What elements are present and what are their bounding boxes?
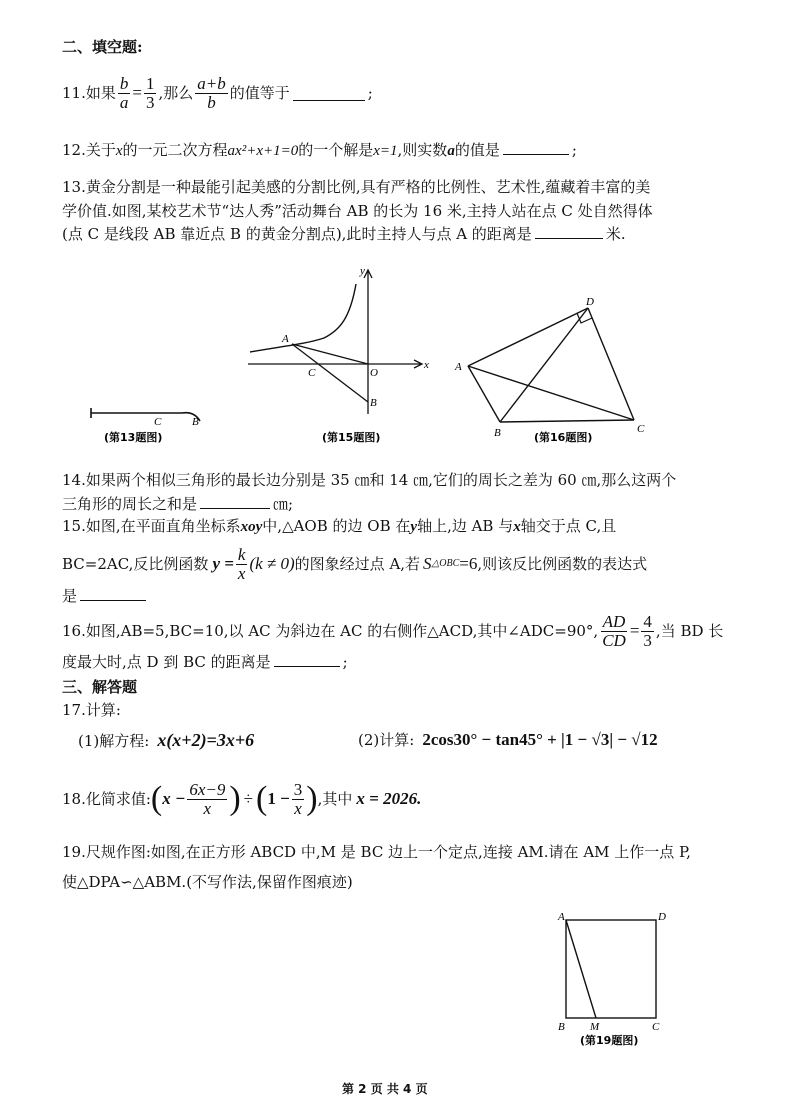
q15-fk: k xyxy=(237,544,246,564)
fig19-square-abcd xyxy=(566,920,656,1018)
q16-f2d: 3 xyxy=(643,630,652,650)
q17-title: 17.计算: xyxy=(62,701,121,719)
q12-answer-blank[interactable] xyxy=(503,140,569,155)
q12-post: 的值是 xyxy=(454,141,500,159)
q16-line-1 xyxy=(62,606,723,656)
q11-post: 的值等于 xyxy=(229,84,290,102)
q12-equation: ax²+x+1=0 xyxy=(227,143,299,159)
q15-area-s: S xyxy=(423,554,432,573)
q15-l1a: 15.如图,在平面直角坐标系 xyxy=(62,517,241,535)
fig16-segment-dc xyxy=(588,308,634,420)
q11-f2-num: 1 xyxy=(145,73,155,93)
fig19-caption: (第19题图) xyxy=(580,1034,639,1047)
fig15-segment-ao xyxy=(292,344,368,364)
q18-fraction-2 xyxy=(292,781,305,818)
q18-prefix: 18.化简求值: xyxy=(62,790,151,808)
q15-l1c: 轴上,边 AB 与 xyxy=(417,517,514,535)
fig16-segment-ac xyxy=(468,366,634,420)
q11-f1-num: b xyxy=(119,73,129,93)
q12-var-a: a xyxy=(447,143,455,159)
q17-p1-label: (1)解方程: xyxy=(78,732,150,750)
fig19-label-d: D xyxy=(658,911,666,923)
q13-line-1: 13.黄金分割是一种最能引起美感的分割比例,具有严格的比例性、艺术性,蕴藏着丰富的美 xyxy=(62,178,651,196)
fig19-label-c: C xyxy=(652,1021,660,1033)
q11-end: ; xyxy=(367,84,373,102)
q15-line-2 xyxy=(62,540,647,588)
q18-post: ,其中 xyxy=(317,790,353,808)
fig16-label-b: B xyxy=(494,427,501,439)
q15-line-1 xyxy=(62,516,616,537)
figure-15 xyxy=(244,264,434,448)
fig19-segment-am xyxy=(566,920,596,1018)
q13-line-3-text: (点 C 是线段 AB 靠近点 B 的黄金分割点),此时主持人与点 A 的距离是 xyxy=(62,225,532,243)
page-footer: 第 2 页 共 4 页 xyxy=(342,1082,428,1096)
q11-fraction-one-third xyxy=(144,75,157,112)
q16-fd: CD xyxy=(602,630,626,650)
q12-solution: x=1 xyxy=(373,143,398,159)
fig15-label-b: B xyxy=(370,397,377,409)
q11-fraction-a-plus-b-over-b xyxy=(195,75,227,112)
q18-term-a: x − xyxy=(162,789,186,808)
q11-fraction-b-over-a xyxy=(118,75,131,112)
fig13-caption: (第13题图) xyxy=(104,431,163,444)
q15-l1b: 中,△AOB 的边 OB 在 xyxy=(262,517,411,535)
q15-yeq: y = xyxy=(212,554,234,573)
q17-p1-equation: x(x+2)=3x+6 xyxy=(157,730,255,750)
q11-f3-den: b xyxy=(207,92,216,112)
q18-divide: ÷ xyxy=(243,789,254,808)
q11-f1-den: a xyxy=(119,92,129,112)
q15-l2c: ,则该反比例函数的表达式 xyxy=(477,555,648,573)
fig13-label-b: B xyxy=(192,416,199,428)
fig19-label-a: A xyxy=(558,911,565,923)
q15-fx: x xyxy=(237,563,246,583)
q18-fn2: 3 xyxy=(293,779,303,799)
q11-f2-den: 3 xyxy=(145,92,155,112)
q16-fraction-4-3 xyxy=(641,613,654,650)
q13-answer-blank[interactable] xyxy=(535,224,603,239)
q16-l2: 度最大时,点 D 到 BC 的距离是 xyxy=(62,653,271,671)
q16-eq: = xyxy=(629,621,640,640)
q15-l3: 是 xyxy=(62,587,78,605)
q11-mid: ,那么 xyxy=(158,84,194,102)
fig16-segment-bd xyxy=(500,308,588,422)
q15-area-val: =6 xyxy=(459,554,478,573)
figure-13 xyxy=(84,395,214,447)
q16-fraction-ad-cd xyxy=(600,613,628,650)
q17-p2-expression: 2cos30° − tan45° + |1 − √3| − √12 xyxy=(422,730,658,749)
q15-fraction-k-over-x xyxy=(236,546,248,583)
q15-l2a: BC=2AC,反比例函数 xyxy=(62,555,209,573)
q11-answer-blank[interactable] xyxy=(293,86,365,101)
q17-part-1 xyxy=(78,730,254,751)
q14-line-2-text: 三角形的周长之和是 xyxy=(62,495,198,513)
q18-paren-close-1: ) xyxy=(229,780,241,817)
q15-l2b: 的图象经过点 A,若 xyxy=(294,555,421,573)
q16-l1a: 16.如图,AB=5,BC=10,以 AC 为斜边在 AC 的右侧作△ACD,其中∠ADC=90°, xyxy=(62,622,599,640)
q16-answer-blank[interactable] xyxy=(274,652,340,667)
fig15-label-a: A xyxy=(282,333,289,345)
question-18 xyxy=(62,772,421,826)
figure-19 xyxy=(554,908,674,1048)
fig15-segment-ab xyxy=(292,344,368,402)
q15-xoy: xoy xyxy=(240,519,263,535)
q18-fraction-1 xyxy=(187,781,227,818)
fig16-label-a: A xyxy=(455,361,462,373)
q18-fn1: 6x−9 xyxy=(189,779,226,799)
q16-fn: AD xyxy=(602,611,626,631)
fig19-label-b: B xyxy=(558,1021,565,1033)
q15-area-sub: △OBC xyxy=(431,558,460,569)
fig19-label-m: M xyxy=(590,1021,600,1033)
q15-x: x xyxy=(513,519,521,535)
q13-line-2: 学价值.如图,某校艺术节“达人秀”活动舞台 AB 的长为 16 米,主持人站在点 C 处自然得体 xyxy=(62,202,653,220)
q19-line-2: 使△DPA∽△ABM.(不写作法,保留作图痕迹) xyxy=(62,873,353,891)
section-heading-fill-blank: 二、填空题: xyxy=(62,38,143,56)
q15-y: y xyxy=(410,519,418,535)
q16-end: ; xyxy=(342,653,348,671)
fig16-segment-bc xyxy=(500,420,634,422)
q18-paren-close-2: ) xyxy=(306,780,318,817)
q14-line-1: 14.如果两个相似三角形的最长边分别是 35 ㎝和 14 ㎝,它们的周长之差为 60 ㎝,那么这两个 xyxy=(62,471,677,489)
section-heading-solve: 三、解答题 xyxy=(62,678,138,696)
q11-f3-num: a+b xyxy=(197,73,226,93)
q14-answer-blank[interactable] xyxy=(200,494,270,509)
fig16-right-angle-mark xyxy=(577,313,592,323)
q12-var-x: x xyxy=(115,143,123,159)
fig15-label-y: y xyxy=(360,265,365,277)
q14-unit: ㎝; xyxy=(273,495,294,513)
q12-prefix: 12.关于 xyxy=(62,141,116,159)
q13-line-3-end: 米. xyxy=(605,225,626,243)
fig16-caption: (第16题图) xyxy=(534,431,593,444)
fig15-hyperbola xyxy=(250,284,356,352)
question-11 xyxy=(62,68,373,118)
q18-value: x = 2026. xyxy=(356,789,422,808)
q13-line-3 xyxy=(62,224,626,244)
q18-term-b: 1 − xyxy=(267,789,290,808)
fig16-label-c: C xyxy=(637,423,645,435)
q15-answer-blank[interactable] xyxy=(80,586,146,601)
q18-fd1: x xyxy=(203,798,212,818)
q19-line-1: 19.尺规作图:如图,在正方形 ABCD 中,M 是 BC 边上一个定点,连接 AM.请在 AM 上作一点 P, xyxy=(62,843,691,861)
q18-paren-open-2: ( xyxy=(256,780,268,817)
q18-paren-open-1: ( xyxy=(150,780,163,817)
q15-line-3 xyxy=(62,586,149,606)
q16-line-2 xyxy=(62,652,348,672)
fig16-segment-ad xyxy=(468,308,588,366)
question-12 xyxy=(62,140,577,161)
fig16-label-d: D xyxy=(586,296,594,308)
fig15-label-o: O xyxy=(370,367,378,379)
q15-l1d: 轴交于点 C,且 xyxy=(520,517,617,535)
q11-equals: = xyxy=(132,83,142,102)
fig15-label-x: x xyxy=(424,359,429,371)
q12-mid3: ,则实数 xyxy=(397,141,448,159)
fig15-label-c: C xyxy=(308,367,316,379)
q16-l1b: ,当 BD 长 xyxy=(655,622,724,640)
q17-part-2 xyxy=(358,730,658,750)
q12-mid1: 的一元二次方程 xyxy=(122,141,228,159)
figure-16 xyxy=(450,294,660,448)
q15-cond: (k ≠ 0) xyxy=(249,554,295,573)
q12-end: ; xyxy=(571,141,577,159)
q18-fd2: x xyxy=(294,798,302,818)
q12-mid2: 的一个解是 xyxy=(298,141,374,159)
q16-f2n: 4 xyxy=(643,611,652,631)
q17-p2-label: (2)计算: xyxy=(358,731,415,749)
q11-prefix: 11.如果 xyxy=(62,84,116,102)
fig13-label-c: C xyxy=(154,416,162,428)
fig15-caption: (第15题图) xyxy=(322,431,381,444)
q14-line-2 xyxy=(62,494,293,514)
